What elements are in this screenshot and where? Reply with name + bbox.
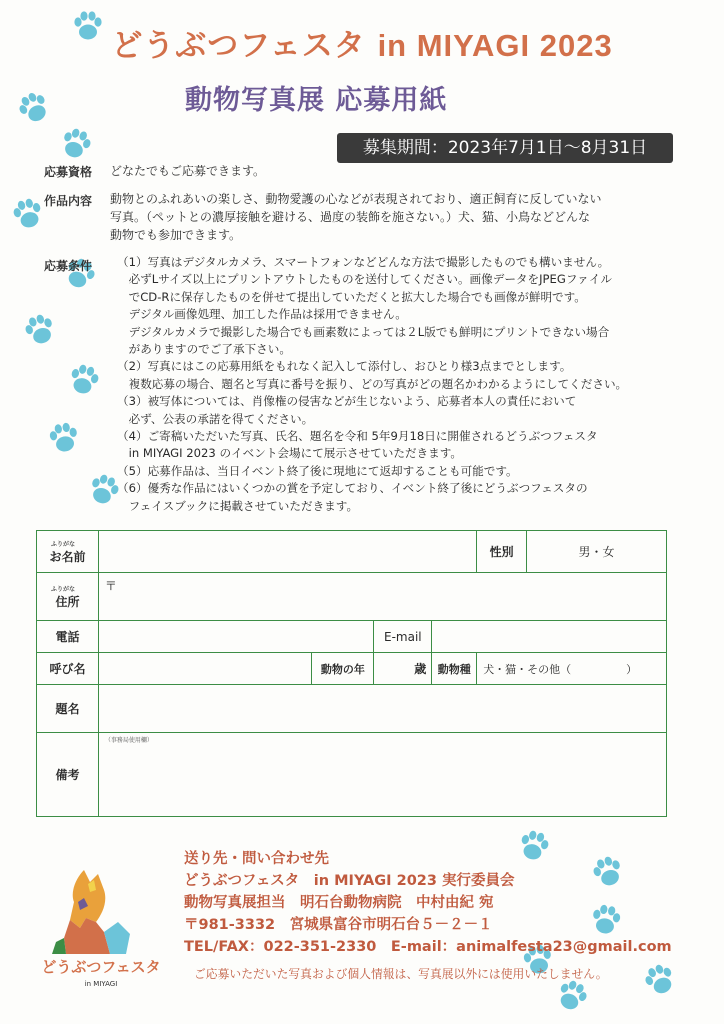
content-line: 写真。（ペットとの濃厚接触を避ける、過度の装飾を施さない。）犬、猫、小鳥などどんな xyxy=(110,210,591,224)
contact-person: 動物写真展担当 明石台動物病院 中村由紀 宛 xyxy=(184,895,494,911)
contact-block xyxy=(184,848,672,958)
condition-line: 必ず、公表の承諾を得てください。 xyxy=(117,411,314,426)
contact-heading: 送り先・問い合わせ先 xyxy=(184,851,329,867)
condition-line: in MIYAGI 2023 のイベント会場にて展示させていただきます。 xyxy=(117,446,463,461)
age-unit: 歳 xyxy=(414,662,427,676)
conditions-list xyxy=(117,254,627,515)
animal-age-label: 動物の年 xyxy=(312,653,374,685)
logo-text: どうぶつフェスタ xyxy=(41,958,161,976)
page-subtitle: 動物写真展 応募用紙 xyxy=(185,85,448,116)
email-label: E-mail xyxy=(374,621,432,653)
condition-line: フェイスブックに掲載させていただきます。 xyxy=(117,498,359,513)
remarks-label: 備考 xyxy=(37,733,99,817)
nickname-label: 呼び名 xyxy=(37,653,99,685)
paw-print-icon xyxy=(64,360,104,400)
postal-mark: 〒 xyxy=(104,579,117,593)
content-line: 動物とのふれあいの楽しさ、動物愛護の心などが表現されており、適正飼育に反していない xyxy=(110,192,602,206)
condition-line: 必ずLサイズ以上にプリントアウトしたものを送付してください。画像データをJPEGファイル xyxy=(117,272,612,287)
condition-line: がありますのでご了承下さい。 xyxy=(117,342,291,357)
content-label: 作品内容 xyxy=(44,194,93,208)
nickname-field[interactable] xyxy=(98,653,312,685)
title-field[interactable] xyxy=(98,685,666,733)
condition-line: （2）写真にはこの応募用紙をもれなく記入して添付し、おひとり様3点までとします。 xyxy=(117,359,572,374)
content-text xyxy=(110,190,602,244)
remarks-field xyxy=(98,733,666,817)
paw-print-icon xyxy=(56,124,96,164)
paw-print-icon xyxy=(14,88,54,128)
name-label-cell xyxy=(37,531,99,573)
furigana-label: ふりがな xyxy=(51,540,76,548)
phone-field[interactable] xyxy=(98,621,373,653)
privacy-note: ご応募いただいた写真および個人情報は、写真展以外には使用いたしません。 xyxy=(194,967,608,981)
condition-line: （5）応募作品は、当日イベント終了後に現地にて返却することも可能です。 xyxy=(117,463,518,478)
qualification-text: どなたでもご応募できます。 xyxy=(110,164,266,178)
contact-organizer: どうぶつフェスタ in MIYAGI 2023 実行委員会 xyxy=(184,873,515,889)
gender-options[interactable]: 男・女 xyxy=(527,531,667,573)
condition-line: （1）写真はデジタルカメラ、スマートフォンなどどんな方法で撮影したものでも構いません。 xyxy=(117,255,610,269)
festa-logo xyxy=(26,862,176,992)
office-use-note: （事務局使用欄） xyxy=(104,737,153,744)
contact-address: 〒981-3332 宮城県富谷市明石台５－２－１ xyxy=(184,917,493,933)
animal-age-field[interactable] xyxy=(374,653,432,685)
contact-tel-email: TEL/FAX：022-351-2330 E-mail：animalfesta23@gmail.com xyxy=(184,939,672,955)
condition-line: 複数応募の場合、題名と写真に番号を振り、どの写真がどの題名かわかるようにしてください。 xyxy=(117,376,628,391)
name-label: お名前 xyxy=(49,549,86,564)
condition-line: でCD-Rに保存したものを併せて提出していただくと拡大した場合でも画像が鮮明です。 xyxy=(117,289,586,304)
address-field[interactable] xyxy=(98,573,666,621)
condition-line: （6）優秀な作品にはいくつかの賞を予定しており、イベント終了後にどうぶつフェスタの xyxy=(117,481,588,496)
paw-print-icon xyxy=(20,310,60,350)
name-field[interactable] xyxy=(98,531,476,573)
title-en: in MIYAGI 2023 xyxy=(377,28,613,63)
address-label-cell xyxy=(37,573,99,621)
email-field[interactable] xyxy=(432,621,667,653)
species-label: 動物種 xyxy=(432,653,477,685)
paw-print-icon xyxy=(44,418,84,458)
conditions-label: 応募条件 xyxy=(44,259,93,273)
condition-line: デジタルカメラで撮影した場合でも画素数によっては２L版でも鮮明にプリントできない場合 xyxy=(117,324,610,339)
gender-label: 性別 xyxy=(477,531,527,573)
logo-sub: in MIYAGI xyxy=(84,980,118,988)
paw-print-icon xyxy=(552,976,592,1016)
condition-line: （3）被写体については、肖像権の侵害などが生じないよう、応募者本人の責任において xyxy=(117,394,577,409)
title-jp: どうぶつフェスタ xyxy=(111,28,366,64)
paw-print-icon xyxy=(640,960,680,1000)
phone-label: 電話 xyxy=(37,621,99,653)
furigana-label: ふりがな xyxy=(51,585,76,593)
paw-print-icon xyxy=(8,194,48,234)
application-period-badge: 募集期間：2023年7月1日～8月31日 xyxy=(337,133,673,163)
application-form xyxy=(36,530,667,817)
condition-line: デジタル画像処理、加工した作品は採用できません。 xyxy=(117,307,407,322)
qualification-label: 応募資格 xyxy=(44,165,93,179)
species-field[interactable]: 犬・猫・その他（ ） xyxy=(477,653,667,685)
content-line: 動物でも参加できます。 xyxy=(110,228,242,242)
page-title xyxy=(0,20,724,65)
address-label: 住所 xyxy=(55,594,80,609)
condition-line: （4）ご寄稿いただいた写真、氏名、題名を令和 5年9月18日に開催されるどうぶつフェスタ xyxy=(117,429,598,444)
title-label: 題名 xyxy=(37,685,99,733)
